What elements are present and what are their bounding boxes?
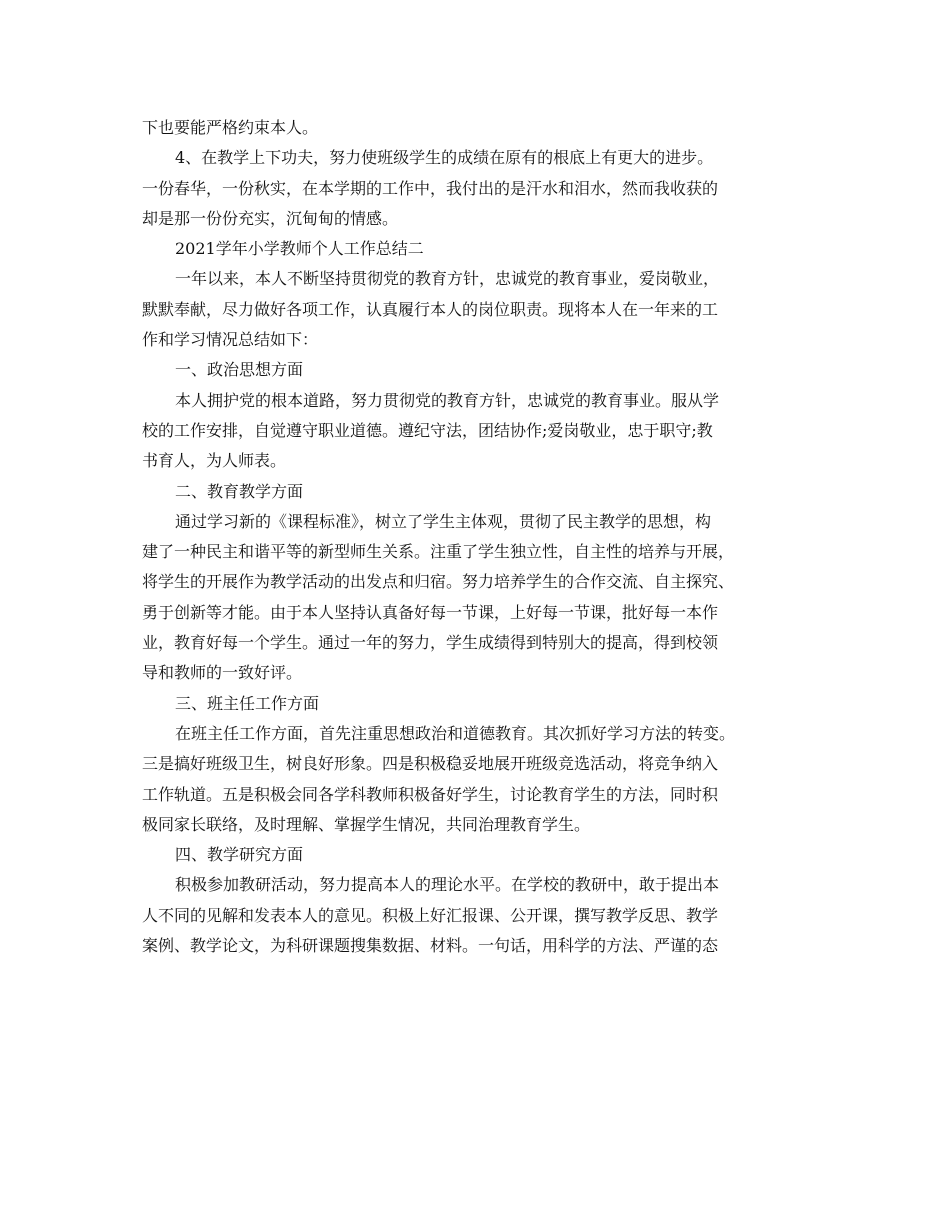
text-line: 一份春华，一份秋实，在本学期的工作中，我付出的是汗水和泪水，然而我收获的 [142,178,719,198]
text-line: 工作轨道。五是积极会同各学科教师积极备好学生，讨论教育学生的方法，同时积 [142,784,719,804]
text-line: 在班主任工作方面，首先注重思想政治和道德教育。其次抓好学习方法的转变。 [175,723,736,743]
section-heading: 三、班主任工作方面 [175,693,320,713]
text-line: 将学生的开展作为教学活动的出发点和归宿。努力培养学生的合作交流、自主探究、 [142,572,735,592]
section-title: 2021学年小学教师个人工作总结二 [175,239,424,259]
text-line: 业，教育好每一个学生。通过一年的努力，学生成绩得到特别大的提高，得到校领 [142,633,719,653]
text-line: 4、在教学上下功夫，努力使班级学生的成绩在原有的根底上有更大的进步。 [175,148,714,168]
document-body [142,113,812,961]
text-line: 默默奉献，尽力做好各项工作，认真履行本人的岗位职责。现将本人在一年来的工 [142,299,719,319]
text-line: 一年以来，本人不断坚持贯彻党的教育方针，忠诚党的教育事业，爱岗敬业， [175,269,720,289]
text-line: 通过学习新的《课程标准》，树立了学生主体观，贯彻了民主教学的思想，构 [175,511,712,531]
text-line: 人不同的见解和发表本人的意见。积极上好汇报课、公开课，撰写教学反思、教学 [142,905,719,925]
section-heading: 二、教育教学方面 [175,481,304,501]
text-line: 积极参加教研活动，努力提高本人的理论水平。在学校的教研中，敢于提出本 [175,875,720,895]
section-heading: 一、政治思想方面 [175,360,304,380]
text-line: 校的工作安排，自觉遵守职业道德。遵纪守法，团结协作;爱岗敬业，忠于职守;教 [142,420,713,440]
text-line: 极同家长联络，及时理解、掌握学生情况，共同治理教育学生。 [142,814,591,834]
text-line: 下也要能严格约束本人。 [142,118,319,137]
text-line: 作和学习情况总结如下： [142,330,319,350]
text-line: 书育人，为人师表。 [142,451,287,471]
text-line: 本人拥护党的根本道路，努力贯彻党的教育方针，忠诚党的教育事业。服从学 [175,390,720,410]
text-line: 建了一种民主和谐平等的新型师生关系。注重了学生独立性，自主性的培养与开展， [142,542,735,562]
text-line: 案例、教学论文，为科研课题搜集数据、材料。一句话，用科学的方法、严谨的态 [142,936,719,956]
text-line: 三是搞好班级卫生，树良好形象。四是积极稳妥地展开班级竞选活动，将竞争纳入 [142,754,719,774]
text-line: 却是那一份份充实，沉甸甸的情感。 [142,208,399,228]
text-line: 勇于创新等才能。由于本人坚持认真备好每一节课，上好每一节课，批好每一本作 [142,602,719,622]
section-heading: 四、教学研究方面 [175,845,304,865]
text-line: 导和教师的一致好评。 [142,663,303,683]
